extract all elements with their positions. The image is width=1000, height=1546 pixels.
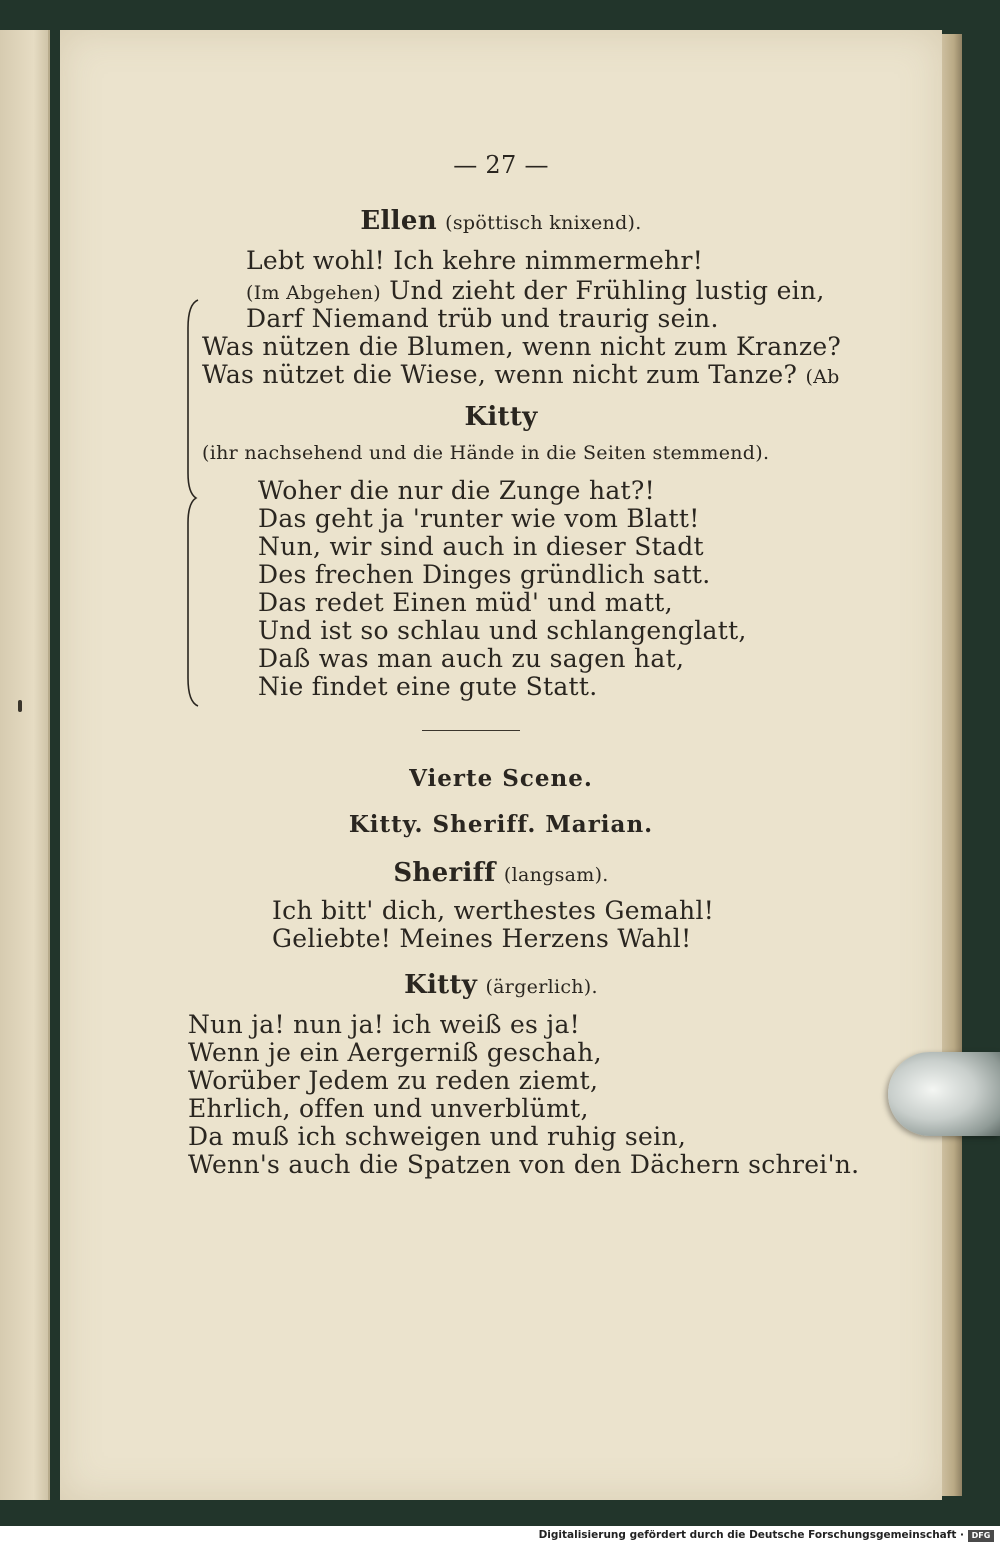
page-fore-edge bbox=[942, 34, 962, 1496]
section-divider bbox=[422, 730, 520, 731]
verse-line: Worüber Jedem zu reden ziemt, bbox=[188, 1066, 599, 1095]
scene-characters: Kitty. Sheriff. Marian. bbox=[348, 811, 654, 838]
verse-line: Darf Niemand trüb und traurig sein. bbox=[246, 304, 719, 333]
book-clip bbox=[888, 1052, 1000, 1136]
verse-line: Geliebte! Meines Herzens Wahl! bbox=[272, 924, 692, 953]
aside-direction: (Im Abgehen) bbox=[246, 282, 381, 304]
verse-line: Woher die nur die Zunge hat?! bbox=[258, 476, 655, 505]
verse-line-with-exit bbox=[202, 360, 840, 392]
stage-direction: (ärgerlich). bbox=[485, 976, 598, 998]
dfg-logo: DFG bbox=[968, 1530, 994, 1542]
verse-line: Wenn's auch die Spatzen von den Dächern schrei'n. bbox=[188, 1150, 860, 1179]
verse-line: Was nützen die Blumen, wenn nicht zum Kranze? bbox=[202, 332, 842, 361]
verse-line: Das geht ja 'runter wie vom Blatt! bbox=[258, 504, 700, 533]
verse-line: Nun ja! nun ja! ich weiß es ja! bbox=[188, 1010, 581, 1039]
verse-line: Nun, wir sind auch in dieser Stadt bbox=[258, 532, 704, 561]
verse-line: Das redet Einen müd' und matt, bbox=[258, 588, 673, 617]
stage-direction: (ihr nachsehend und die Hände in die Seiten stemmend). bbox=[202, 442, 770, 464]
speaker-name: Sheriff bbox=[393, 858, 496, 888]
verse-text: Was nützet die Wiese, wenn nicht zum Tanze? bbox=[202, 360, 798, 389]
stage-direction: (spöttisch knixend). bbox=[445, 212, 642, 234]
verse-brace bbox=[186, 298, 200, 708]
page-number: — 27 — bbox=[453, 151, 549, 179]
verse-line: Ich bitt' dich, werthestes Gemahl! bbox=[272, 896, 715, 925]
speaker-name: Ellen bbox=[360, 206, 437, 236]
margin-mark bbox=[18, 700, 22, 712]
stage-direction: (langsam). bbox=[503, 864, 609, 886]
scene-title: Vierte Scene. bbox=[409, 765, 593, 792]
footer-credit: Digitalisierung gefördert durch die Deutsche Forschungsgemeinschaft · bbox=[538, 1529, 964, 1541]
verse-line: Wenn je ein Aergerniß geschah, bbox=[188, 1038, 602, 1067]
exit-direction: (Ab bbox=[805, 366, 840, 388]
speaker-name-kitty: Kitty bbox=[464, 402, 538, 432]
speaker-heading-kitty bbox=[60, 970, 942, 1002]
verse-line: Ehrlich, offen und unverblümt, bbox=[188, 1094, 589, 1123]
verse-line: Des frechen Dinges gründlich satt. bbox=[258, 560, 711, 589]
footer-bar bbox=[0, 1526, 1000, 1546]
facing-page-edge bbox=[0, 30, 50, 1500]
verse-line: Da muß ich schweigen und ruhig sein, bbox=[188, 1122, 687, 1151]
speaker-heading-ellen bbox=[60, 206, 942, 238]
verse-text: Und zieht der Frühling lustig ein, bbox=[389, 276, 825, 305]
verse-line: Und ist so schlau und schlangenglatt, bbox=[258, 616, 747, 645]
verse-line: Lebt wohl! Ich kehre nimmermehr! bbox=[246, 246, 704, 275]
speaker-name: Kitty bbox=[404, 970, 478, 1000]
verse-line: Daß was man auch zu sagen hat, bbox=[258, 644, 685, 673]
verse-line: Nie findet eine gute Statt. bbox=[258, 672, 598, 701]
speaker-heading-sheriff bbox=[60, 858, 942, 890]
